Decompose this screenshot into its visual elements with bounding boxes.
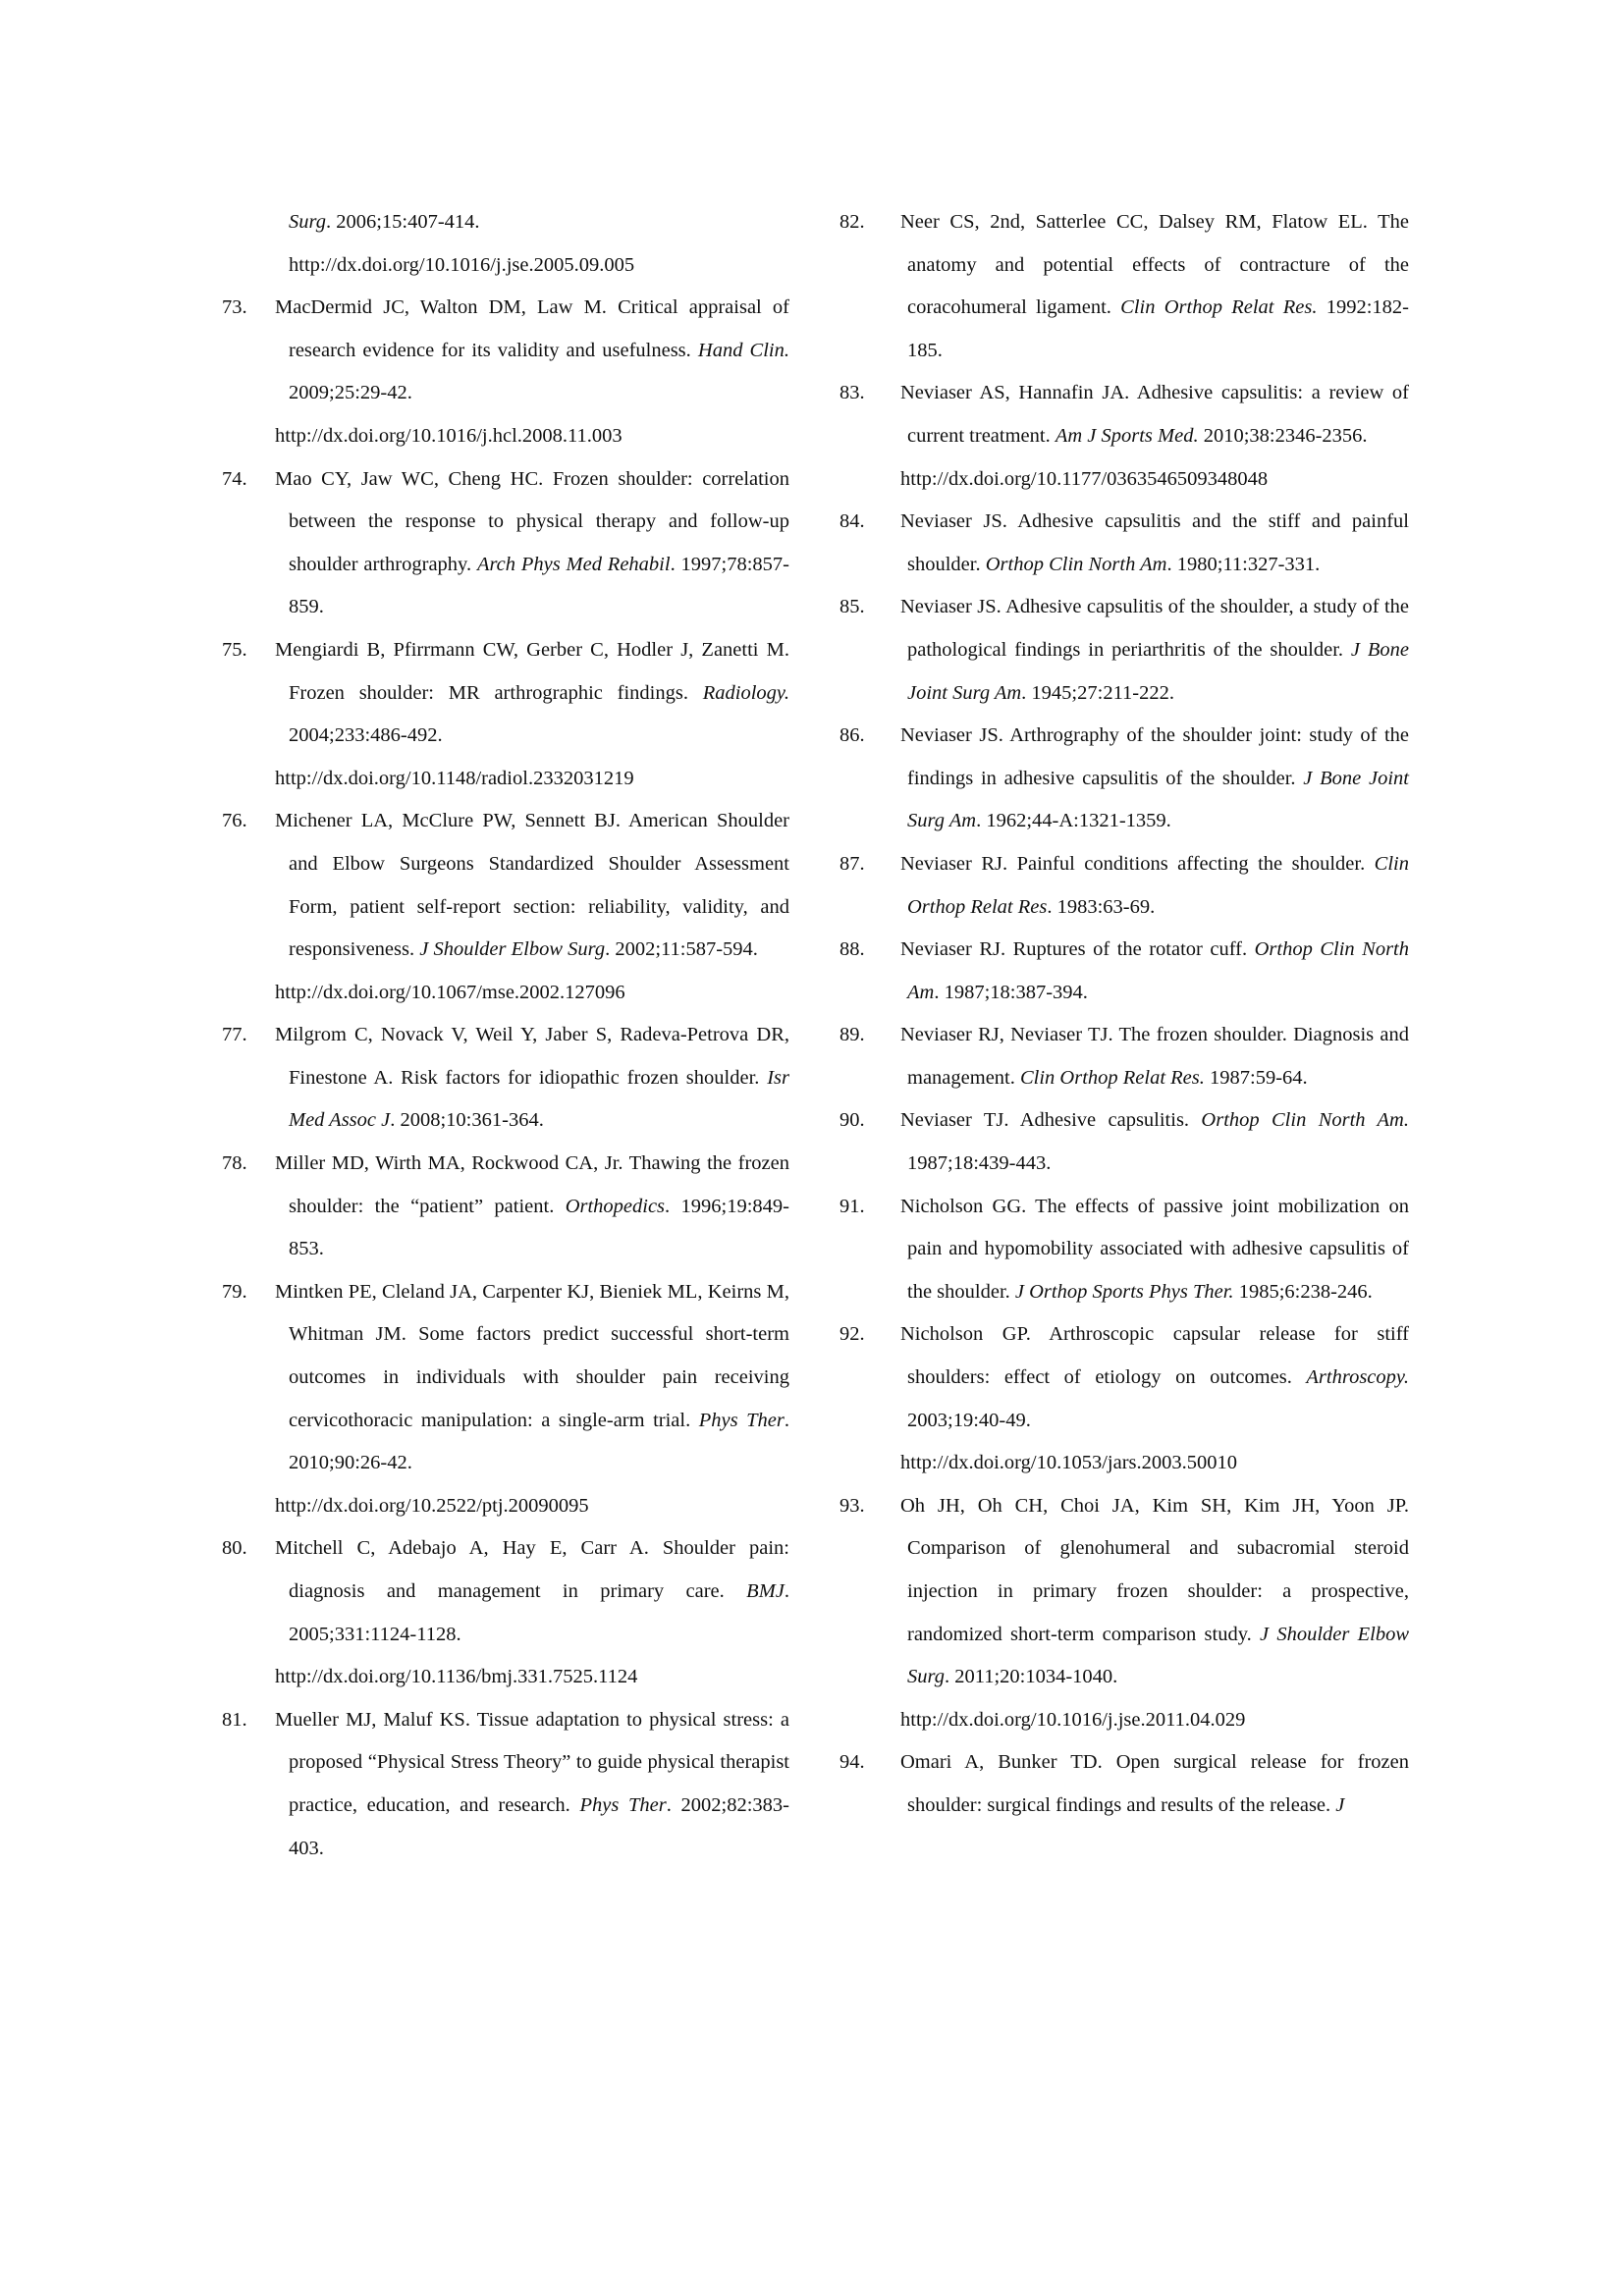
reference-entry [839,372,1409,501]
reference-text: Neviaser JS. Adhesive capsulitis and the stiff and painful shoulder. [900,510,1409,575]
reference-body [839,1313,1409,1484]
reference-entry [222,287,789,457]
reference-body [222,1271,789,1528]
reference-number: 81. [222,1708,247,1731]
reference-number: 80. [222,1537,247,1560]
reference-text: . 1983:63-69. [1047,895,1156,918]
journal-title: Phys Ther [579,1793,667,1816]
journal-title: J Shoulder Elbow Surg [907,1623,1409,1688]
reference-column-left [222,201,789,1870]
reference-text: . 2008;10:361-364. [390,1109,544,1132]
doi-link[interactable]: http://dx.doi.org/10.1148/radiol.2332031219 [275,767,634,789]
reference-number: 88. [839,938,865,961]
doi-link[interactable]: http://dx.doi.org/10.1136/bmj.331.7525.1124 [275,1666,638,1688]
reference-body [839,1099,1409,1185]
doi-link[interactable]: http://dx.doi.org/10.1177/0363546509348048 [900,467,1269,490]
journal-title: Isr Med Assoc J [289,1066,789,1132]
journal-title: Hand Clin. [697,339,789,361]
reference-text: Michener LA, McClure PW, Sennett BJ. American Shoulder and Elbow Surgeons Standardized Shoulder Assessment Form, patient self-report section: reliability, validity, and responsiveness. [275,810,789,961]
reference-text: 1992:182-185. [907,296,1409,361]
reference-text: . 1962;44-A:1321-1359. [976,810,1171,832]
reference-number: 74. [222,467,247,490]
reference-entry [839,1099,1409,1185]
reference-text: . 1980;11:327-331. [1166,553,1321,575]
reference-text: Mueller MJ, Maluf KS. Tissue adaptation to physical stress: a proposed “Physical Stress Theory” to guide physical therapist practice, education, and research. [275,1708,789,1816]
reference-text: . 1997;78:857-859. [289,553,789,618]
reference-body [839,1741,1409,1827]
reference-text: Miller MD, Wirth MA, Rockwood CA, Jr. Thawing the frozen shoulder: the “patient” patient. [275,1152,789,1217]
reference-number: 73. [222,296,247,319]
reference-text: Nicholson GP. Arthroscopic capsular release for stiff shoulders: effect of etiology on outcomes. [900,1323,1409,1389]
reference-text: . 1945;27:211-222. [1021,681,1175,704]
reference-number: 76. [222,810,247,832]
journal-title: Orthop Clin North Am. [1201,1109,1409,1132]
reference-body [222,1699,789,1870]
reference-text: . 2002;11:587-594. [605,938,758,961]
reference-text: Neer CS, 2nd, Satterlee CC, Dalsey RM, Flatow EL. The anatomy and potential effects of contracture of the coracohumeral ligament. [900,211,1409,319]
reference-entry [839,201,1409,372]
reference-number: 82. [839,211,865,233]
reference-entry [222,458,789,629]
reference-text: 2009;25:29-42. [289,382,412,404]
reference-text: . 2011;20:1034-1040. [944,1666,1118,1688]
reference-text: Neviaser TJ. Adhesive capsulitis. [900,1109,1202,1132]
reference-continuation [222,201,789,287]
reference-text: . 2010;90:26-42. [289,1409,789,1474]
journal-title: J Orthop Sports Phys Ther. [1014,1280,1234,1303]
journal-title: Phys Ther [698,1409,785,1431]
reference-entry [839,1741,1409,1827]
reference-number: 92. [839,1323,865,1346]
reference-entry [839,1186,1409,1314]
reference-text: . 1996;19:849-853. [289,1195,790,1260]
reference-body [222,287,789,457]
reference-text: . 1987;18:387-394. [934,981,1088,1003]
journal-title: J [1335,1793,1345,1816]
reference-entry [222,800,789,1014]
reference-entry [839,1485,1409,1742]
reference-text: 2003;19:40-49. [907,1409,1031,1431]
reference-body [839,501,1409,586]
journal-title: J Bone Joint Surg Am [907,767,1409,832]
reference-text: Neviaser AS, Hannafin JA. Adhesive capsulitis: a review of current treatment. [900,382,1409,447]
journal-title: J Shoulder Elbow Surg [419,938,606,961]
reference-entry [222,1699,789,1870]
reference-body [839,715,1409,843]
doi-link[interactable]: http://dx.doi.org/10.2522/ptj.20090095 [275,1494,589,1517]
reference-text: 1985;6:238-246. [1233,1280,1373,1303]
journal-title: Clin Orthop Relat Res [907,852,1409,918]
reference-number: 79. [222,1280,247,1303]
reference-number: 78. [222,1152,247,1175]
reference-text: Neviaser RJ. Ruptures of the rotator cuff. [900,938,1255,961]
reference-text: . 2002;82:383-403. [289,1793,789,1859]
reference-text: . 2005;331:1124-1128. [289,1580,789,1645]
reference-body [222,1143,789,1271]
reference-number: 83. [839,382,865,404]
journal-title: Radiology. [702,681,789,704]
journal-title: Clin Orthop Relat Res. [1120,296,1318,319]
reference-number: 84. [839,510,865,533]
reference-entry [839,929,1409,1014]
journal-title: Clin Orthop Relat Res. [1019,1066,1205,1089]
reference-text: MacDermid JC, Walton DM, Law M. Critical appraisal of research evidence for its validity and usefulness. [275,296,789,361]
reference-text: Neviaser JS. Adhesive capsulitis of the shoulder, a study of the pathological findings in periarthritis of the shoulder. [900,596,1409,661]
reference-body [839,843,1409,929]
reference-text: Neviaser RJ. Painful conditions affecting the shoulder. [900,852,1375,875]
reference-body [839,586,1409,715]
reference-body [839,1186,1409,1314]
reference-number: 93. [839,1494,865,1517]
reference-text: 1987:59-64. [1204,1066,1308,1089]
reference-body [839,1014,1409,1099]
journal-title: Am J Sports Med. [1055,424,1199,447]
doi-link[interactable]: http://dx.doi.org/10.1067/mse.2002.127096 [275,981,625,1003]
reference-entry [222,629,789,800]
reference-text: Oh JH, Oh CH, Choi JA, Kim SH, Kim JH, Yoon JP. Comparison of glenohumeral and subacromial steroid injection in primary frozen shoulder: a prospective, randomized short-term comparison study. [900,1494,1409,1645]
reference-text: 1987;18:439-443. [907,1152,1052,1175]
reference-body [839,929,1409,1014]
reference-number: 75. [222,638,247,661]
reference-number: 87. [839,852,865,875]
reference-text: Mengiardi B, Pfirrmann CW, Gerber C, Hodler J, Zanetti M. Frozen shoulder: MR arthrographic findings. [275,638,789,704]
reference-column-right [839,201,1409,1828]
journal-title: J Bone Joint Surg Am [907,638,1409,704]
reference-body [222,800,789,1014]
journal-title: Orthop Clin North Am [907,938,1410,1003]
doi-link[interactable]: http://dx.doi.org/10.1016/j.jse.2005.09.005 [289,253,635,276]
reference-body [222,1014,789,1143]
reference-number: 91. [839,1195,865,1217]
journal-title: Orthop Clin North Am [985,553,1167,575]
reference-number: 89. [839,1024,865,1046]
reference-list-right [839,201,1409,1828]
reference-body [222,458,789,629]
reference-text: Omari A, Bunker TD. Open surgical release for frozen shoulder: surgical findings and results of the release. [900,1751,1409,1816]
doi-link[interactable]: http://dx.doi.org/10.1016/j.hcl.2008.11.003 [275,424,623,447]
reference-text: Milgrom C, Novack V, Weil Y, Jaber S, Radeva-Petrova DR, Finestone A. Risk factors for idiopathic frozen shoulder. [275,1024,789,1089]
reference-entry [222,1143,789,1271]
reference-body [839,1485,1409,1742]
reference-text: Mao CY, Jaw WC, Cheng HC. Frozen shoulder: correlation between the response to physical therapy and follow-up shoulder arthrography. [275,467,789,575]
journal-title: Surg [289,211,326,233]
reference-number: 90. [839,1109,865,1132]
reference-entry [839,843,1409,929]
reference-text: Mintken PE, Cleland JA, Carpenter KJ, Bieniek ML, Keirns M, Whitman JM. Some factors predict successful short-term outcomes in individuals with shoulder pain receiving cervicothoracic manipulation: a single-arm trial. [275,1280,789,1431]
reference-entry [222,1527,789,1698]
reference-text: Mitchell C, Adebajo A, Hay E, Carr A. Shoulder pain: diagnosis and management in primary care. [275,1537,789,1602]
reference-body [222,1527,789,1698]
reference-entry [222,1014,789,1143]
reference-list-left [222,287,789,1870]
doi-link[interactable]: http://dx.doi.org/10.1016/j.jse.2011.04.029 [900,1708,1246,1731]
reference-entry [839,501,1409,586]
journal-title: Arch Phys Med Rehabil [476,553,671,575]
reference-number: 86. [839,724,865,747]
reference-text: 2004;233:486-492. [289,724,443,747]
reference-body [222,629,789,800]
reference-entry [839,715,1409,843]
reference-text: Neviaser JS. Arthrography of the shoulder joint: study of the findings in adhesive capsulitis of the shoulder. [900,724,1409,789]
reference-entry [839,1014,1409,1099]
reference-entry [839,1313,1409,1484]
reference-number: 94. [839,1751,865,1774]
reference-text: Nicholson GG. The effects of passive joint mobilization on pain and hypomobility associated with adhesive capsulitis of the shoulder. [900,1195,1409,1303]
reference-body [839,372,1409,501]
journal-title: Orthopedics [565,1195,666,1217]
doi-link[interactable]: http://dx.doi.org/10.1053/jars.2003.50010 [900,1452,1237,1474]
journal-title: Arthroscopy. [1306,1366,1409,1389]
journal-title: BMJ [746,1580,785,1602]
reference-body [839,201,1409,372]
reference-number: 77. [222,1024,247,1046]
reference-body [289,201,789,287]
reference-text: . 2006;15:407-414. [325,211,480,233]
reference-text: Neviaser RJ, Neviaser TJ. The frozen shoulder. Diagnosis and management. [900,1024,1409,1089]
reference-entry [839,586,1409,715]
reference-text: 2010;38:2346-2356. [1198,424,1368,447]
reference-entry [222,1271,789,1528]
reference-number: 85. [839,596,865,618]
